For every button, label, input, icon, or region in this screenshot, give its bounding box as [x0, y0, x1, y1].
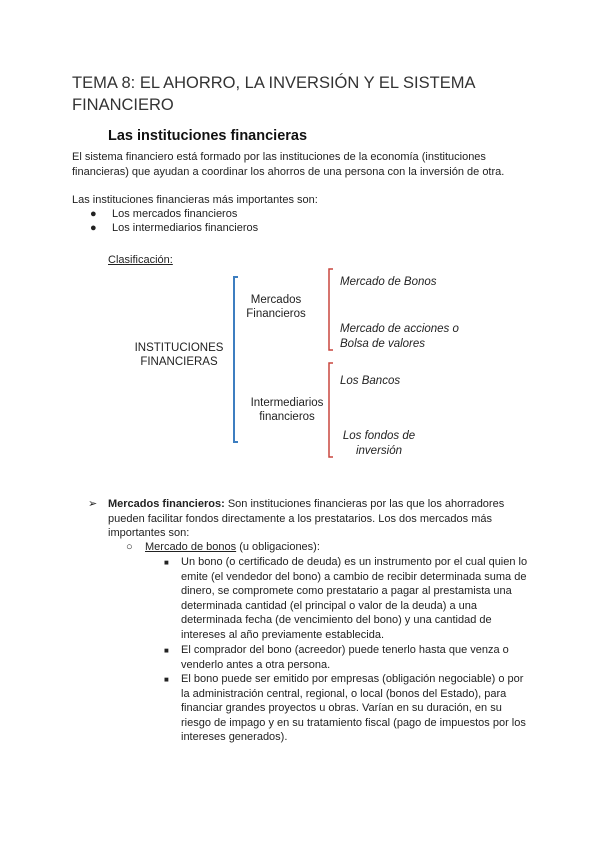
square-bullet-icon: ■ [164, 558, 169, 567]
section-heading: Las instituciones financieras [108, 128, 308, 144]
diagram-leaf-bancos: Los Bancos [340, 375, 401, 387]
diagram-leaf-bonos: Mercado de Bonos [340, 276, 437, 288]
arrow-bullet-icon: ➢ [88, 498, 98, 510]
square-bullet-icon: ■ [164, 675, 169, 684]
important-intro: Las instituciones financieras más importantes son: [72, 194, 318, 206]
circle-bullet-icon: ○ [126, 541, 133, 553]
classification-label: Clasificación: [108, 254, 173, 266]
mercados-label: Mercados financieros: [108, 498, 225, 510]
list-item: Un bono (o certificado de deuda) es un instrumento por el cual quien lo emite (el vendedor del bono) a cambio de recibir determinada suma de dinero, se compromete como prestatario a pagar al prestamista una determinada cantidad (el principal o valor de la deuda) a una determinada fecha (de vencimiento del bono) y una cantidad de intereses al año previamente establecida. [181, 556, 528, 641]
sub-heading [145, 540, 320, 555]
intro-paragraph: El sistema financiero está formado por las instituciones de la economía (instituciones financieras) que ayudan a coordinar los ahorros de una persona con la inversión de otra. [72, 151, 505, 178]
sub-label: Mercado de bonos [145, 541, 237, 553]
page-title: TEMA 8: EL AHORRO, LA INVERSIÓN Y EL SISTEMA FINANCIERO [72, 74, 475, 114]
bullet-icon: ● [90, 222, 97, 234]
list-item-text: Los intermediarios financieros [112, 222, 259, 234]
diagram-branch-mercados: Mercados Financieros [246, 294, 306, 320]
square-bullet-icon: ■ [164, 646, 169, 655]
sub-text: (u obligaciones): [239, 541, 320, 553]
list-item-text: Los mercados financieros [112, 208, 238, 220]
diagram-leaf-fondos: Los fondos de inversión [342, 430, 416, 457]
diagram-root: INSTITUCIONES FINANCIERAS [134, 342, 224, 368]
list-item: El comprador del bono (acreedor) puede tenerlo hasta que venza o venderlo antes a otra persona. [181, 644, 509, 671]
mercados-paragraph [108, 497, 528, 541]
list-item: El bono puede ser emitido por empresas (obligación negociable) o por la administración central, regional, o local (bonos del Estado), para financiar grandes proyectos u obras. Varían en su duración, en su riesgo de impago y en su tratamiento fiscal (pago de impuestos por los intereses generados). [181, 673, 526, 743]
mercados-text: Son instituciones financieras por las que los ahorradores pueden facilitar fondos directamente a los prestatarios. Los dos mercados más importantes son: [108, 498, 505, 539]
diagram-branch-intermediarios: Intermediarios financieros [250, 397, 324, 423]
red-bracket-top [329, 269, 333, 350]
bullet-icon: ● [90, 208, 97, 220]
diagram-leaf-acciones: Mercado de acciones o Bolsa de valores [340, 323, 459, 350]
